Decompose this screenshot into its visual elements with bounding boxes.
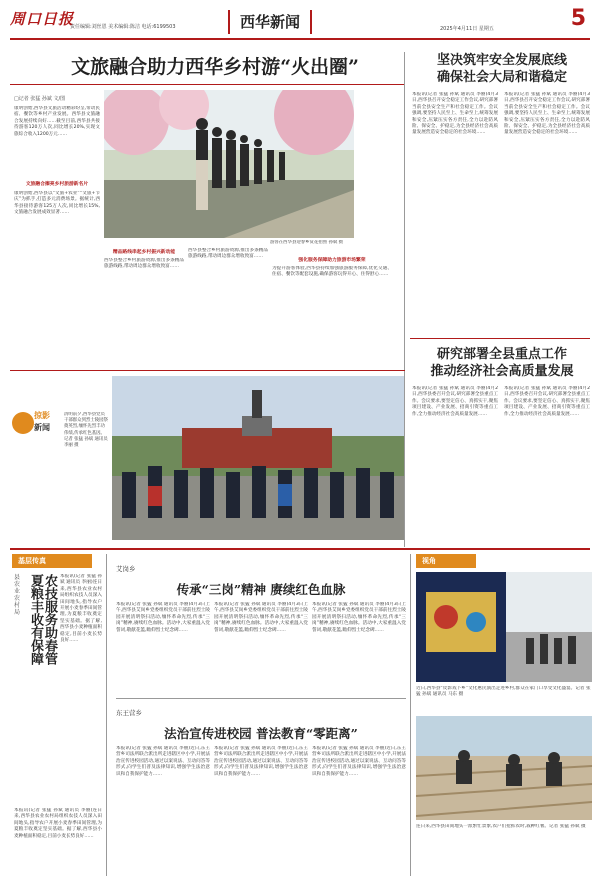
divider <box>10 548 590 550</box>
date-line: 2025年4月11日 星期五 <box>440 26 494 32</box>
memorial-caption: 清明前夕,西华县党员干部群众到烈士陵园祭奠英烈,缅怀先烈丰功伟绩,传承红色基因。记者 张猛 孙斌 通讯员 李丽 摄 <box>64 412 108 449</box>
lead-paragraph-2: 康明创始,西华县以“文旅+农业”“文旅+节庆”为抓手,打造多元消费场景。据统计,西华县接待游客125万人次,同比增长15%,文旅融合发展成效显著…… <box>14 191 100 216</box>
divider <box>10 84 405 85</box>
memorial-ceremony-photo <box>112 376 404 540</box>
peach-blossom-photo <box>104 90 354 238</box>
lead-subhead-2: 精品路线串起乡村振兴新动能 <box>112 250 176 255</box>
lead-photo <box>104 90 354 238</box>
story2-headline: 法治宣传进校园 普法教育“零距离” <box>164 726 358 741</box>
story2-body-col2: 本报讯(记者 张猛 孙斌 通讯员 李丽)近日,东王营乡司法所联合派出所走进辖区中小学,开展法治宣传进校园活动,通过以案说法、互动问答等形式,向学生们普及法律知识,增强学生法治意识和自我保护能力…… <box>214 746 308 777</box>
story1-town: 艾岗乡 <box>116 565 136 573</box>
column-divider <box>106 554 107 876</box>
lead-column <box>14 106 100 366</box>
folk-performance-photo <box>416 572 592 682</box>
story1-body-col2: 本报讯(记者 张猛 孙斌 通讯员 李丽)4月3日上午,西华县艾岗乡党委组织党员干部前往烈士陵园开展清明祭扫活动,缅怀革命先烈,传承“三岗”精神,赓续红色血脉。活动中,大家重温入党誓词,敬献花篮,瞻仰烈士纪念碑…… <box>214 602 308 633</box>
memorial-photo <box>112 376 404 540</box>
right-mid-body-col1: 本报讯(记者 张猛 孙斌 通讯员 李丽)4月2日,西华县委召开会议,研究部署全县重点工作。会议要求,要坚定信心、真抓实干,聚焦项目建设、产业发展、招商引资等重点工作,全力推动经济社会高质量发展…… <box>412 386 498 417</box>
grassroots-vertical-headline <box>26 574 56 804</box>
lead-column-4 <box>272 256 392 366</box>
right-top-body-col2: 本报讯(记者 张猛 孙斌 通讯员 李丽)4月3日,西华县召开安全稳定工作会议,研究部署当前全县安全生产和社会稳定工作。会议强调,要坚持人民至上、生命至上,统筹发展和安全,压紧压实各方责任,全力以赴防风险、保安全、护稳定,为全县经济社会高质量发展营造安全稳定的社会环境…… <box>504 92 590 136</box>
right-top-headline-line2: 确保社会大局和谐稳定 <box>436 70 567 85</box>
right-mid-headline-line1: 研究部署全县重点工作 <box>436 347 567 362</box>
right-top-headline-line1: 坚决筑牢安全发展底线 <box>436 53 567 68</box>
story1-body-col1: 本报讯(记者 张猛 孙斌 通讯员 李丽)4月3日上午,西华县艾岗乡党委组织党员干部前往烈士陵园开展清明祭扫活动,缅怀革命先烈,传承“三岗”精神,赓续红色血脉。活动中,大家重温入党誓词,敬献花篮,瞻仰烈士纪念碑…… <box>116 602 210 633</box>
right-top-body-col1: 本报讯(记者 张猛 孙斌 通讯员 李丽)4月3日,西华县召开安全稳定工作会议,研究部署当前全县安全生产和社会稳定工作。会议强调,要坚持人民至上、生命至上,统筹发展和安全,压紧压实各方责任,全力以赴防风险、保安全、护稳定,为全县经济社会高质量发展营造安全稳定的社会环境…… <box>412 92 498 136</box>
story1-headline: 传承“三岗”精神 赓续红色血脉 <box>176 582 346 597</box>
grassroots-body-cont: 本报讯(记者 张猛 孙斌 通讯员 李丽)连日来,西华县农业农村局组织农技人员深入田间地头,指导农户开展小麦春季田间管理,为夏粮丰收奠定坚实基础。据了解,西华县小麦种植面积稳定,目前小麦长势良好…… <box>14 808 102 839</box>
badge-line2: 新闻 <box>34 423 50 432</box>
grassroots-tag: 基层传真 <box>12 554 92 568</box>
lead-photo-caption: 游客在西华县迎春乡赏花拍照 孙斌 摄 <box>270 240 344 245</box>
right-mid-headline-line2: 推动经济社会高质量发展 <box>430 364 574 379</box>
lead-paragraph-3b: 西华县整合乡村旅游资源,推出多条精品旅游线路,带动周边群众增收致富…… <box>188 248 268 260</box>
lead-column-3 <box>188 248 268 366</box>
right-mid-body-col2: 本报讯(记者 张猛 孙斌 通讯员 李丽)4月2日,西华县委召开会议,研究部署全县重点工作。会议要求,要坚定信心、真抓实干,聚焦项目建设、产业发展、招商引资等重点工作,全力推动经济社会高质量发展…… <box>504 386 590 417</box>
badge-line1: 掠影 <box>34 411 50 420</box>
lead-headline: 文旅融合助力西华乡村游“火出圈” <box>71 56 359 78</box>
vision-caption-1: 近日,西华县“皮影戏下乡”文化惠民演出走进乡村,群众在家门口享受文化盛宴。记者 张猛 孙斌 通讯员 马东 摄 <box>416 686 591 698</box>
page-number: 5 <box>570 6 586 31</box>
right-mid-headline <box>412 346 592 380</box>
story2-body-col1: 本报讯(记者 张猛 孙斌 通讯员 李丽)近日,东王营乡司法所联合派出所走进辖区中小学,开展法治宣传进校园活动,通过以案说法、互动问答等形式,向学生们普及法律知识,增强学生法治意识和自我保护能力…… <box>116 746 210 777</box>
grassroots-vertical-sub: 县农业农村局 <box>14 574 21 616</box>
lead-byline: □记者 张猛 孙斌 文/图 <box>14 96 66 102</box>
right-top-headline <box>412 52 592 86</box>
masthead <box>10 6 590 40</box>
news-snapshot-badge <box>12 410 58 440</box>
story2-town: 东王营乡 <box>116 709 142 717</box>
grassroots-title-line2: 夏粮丰收有保障 <box>28 574 43 665</box>
vision-tag: 视角 <box>416 554 476 568</box>
farming-photo <box>416 716 592 820</box>
story2-body-col3: 本报讯(记者 张猛 孙斌 通讯员 李丽)近日,东王营乡司法所联合派出所走进辖区中小学,开展法治宣传进校园活动,通过以案说法、互动问答等形式,向学生们普及法律知识,增强学生法治意识和自我保护能力…… <box>312 746 406 777</box>
lead-column-2 <box>104 248 184 366</box>
section-title: 西华新闻 <box>228 10 312 34</box>
column-divider <box>410 554 411 876</box>
shadow-puppet-photo <box>416 572 592 682</box>
lead-subhead-3: 强化服务保障助力旅游市场繁荣 <box>298 258 366 263</box>
editor-line: 责任编辑:刘丝恩 美术编辑:陈洁 电话:6199503 <box>70 24 176 30</box>
grassroots-body: 本报讯(记者 张猛 孙斌 通讯员 李丽)连日来,西华县农业农村局组织农技人员深入田间地头,指导农户开展小麦春季田间管理,为夏粮丰收奠定坚实基础。据了解,西华县小麦种植面积稳定,目前小麦长势良好…… <box>60 574 102 644</box>
column-divider <box>404 52 405 547</box>
lead-paragraph: 康明创始,西华县文旅活动精彩纷呈,带动民宿、餐饮等乡村产业发展。西华县文旅融合发展持续向好……截至目前,西华县共接待游客120万人次,同比增长20%,实现文旅综合收入1200万元…… <box>14 106 100 137</box>
divider <box>116 698 406 699</box>
story1-body-col3: 本报讯(记者 张猛 孙斌 通讯员 李丽)4月3日上午,西华县艾岗乡党委组织党员干部前往烈士陵园开展清明祭扫活动,缅怀革命先烈,传承“三岗”精神,赓续红色血脉。活动中,大家重温入党誓词,敬献花篮,瞻仰烈士纪念碑…… <box>312 602 406 633</box>
grassroots-title-line1: 农技服务助春管 <box>42 574 57 665</box>
newspaper-logo: 周口日报 <box>10 10 75 28</box>
lead-paragraph-4: 为提升游客体验,西华县持续加强旅游服务保障,优化交通、住宿、餐饮等配套设施,确保游客玩得开心、住得舒心…… <box>272 266 392 278</box>
lead-paragraph-3: 西华县整合乡村旅游资源,推出多条精品旅游线路,带动周边群众增收致富…… <box>104 258 184 270</box>
lead-subhead-1: 文旅融合擦亮乡村旅游新名片 <box>25 182 89 187</box>
vision-caption-2: 连日来,西华县田间地头一派繁忙景象,农户们抢抓农时,栽种红薯。记者 张猛 孙斌 摄 <box>416 824 586 829</box>
divider <box>10 370 405 371</box>
divider <box>410 338 590 339</box>
sweet-potato-planting-photo <box>416 716 592 820</box>
badge-circle-icon <box>12 412 34 434</box>
